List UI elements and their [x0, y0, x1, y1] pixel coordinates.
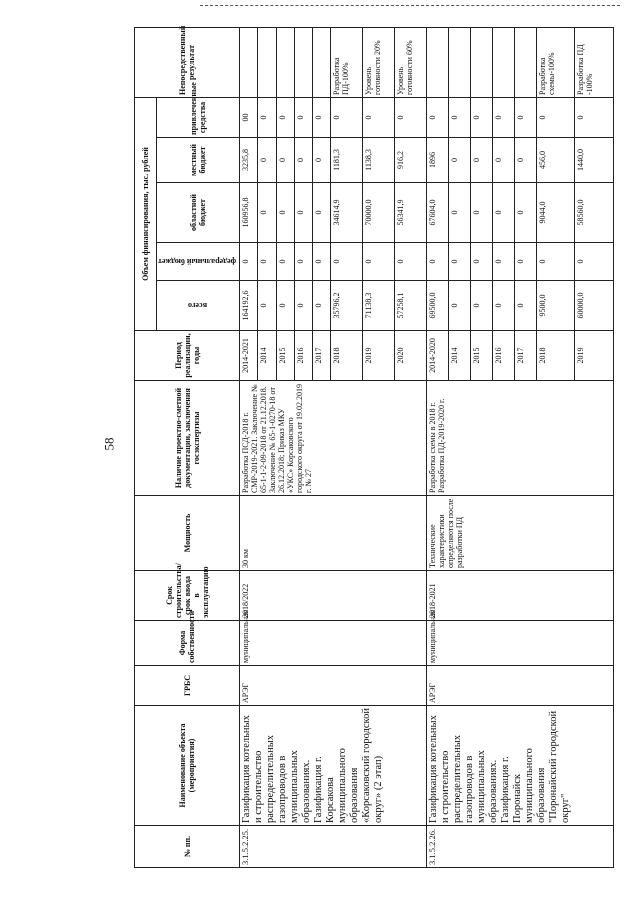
year-cell: 2017: [514, 331, 536, 381]
total-cell: 0: [258, 281, 276, 331]
local-cell: 1440,0: [575, 138, 614, 183]
federal-cell: 0: [312, 243, 330, 281]
table-row: [240, 28, 258, 868]
ownership-cell: муниципальная: [427, 621, 614, 666]
local-cell: 0: [470, 138, 492, 183]
total-cell: 164192,6: [240, 281, 258, 331]
capacity-cell: 30 км: [240, 496, 427, 571]
regional-cell: 0: [448, 183, 470, 243]
other-cell: 0: [363, 98, 395, 138]
year-cell: 2020: [395, 331, 427, 381]
federal-cell: 0: [395, 243, 427, 281]
total-cell: 0: [294, 281, 312, 331]
result-cell: [276, 28, 294, 98]
regional-cell: 0: [312, 183, 330, 243]
regional-cell: 0: [470, 183, 492, 243]
regional-cell: 58560,0: [575, 183, 614, 243]
object-name: Газификация котельных и строительство распределительных газопроводов в муниципальных образованиях. Газификация г. Корсакова муниципального образования «Корсаковский городской округ» (2 этап): [240, 706, 427, 826]
local-cell: 3235,8: [240, 138, 258, 183]
table-row: [427, 28, 449, 868]
result-cell: [240, 28, 258, 98]
grbs-cell: АРЭГ: [240, 666, 427, 706]
regional-cell: 67604,0: [427, 183, 449, 243]
term-cell: 2018/2022: [240, 571, 427, 621]
local-cell: 0: [294, 138, 312, 183]
header-num: № пп.: [135, 826, 240, 868]
other-cell: 0: [427, 98, 449, 138]
regional-cell: 9044,0: [536, 183, 574, 243]
federal-cell: 0: [575, 243, 614, 281]
header-ownership: Форма собственности: [135, 621, 240, 666]
year-cell: 2017: [312, 331, 330, 381]
regional-cell: 0: [294, 183, 312, 243]
total-cell: 60000,0: [575, 281, 614, 331]
header-capacity: Мощность: [135, 496, 240, 571]
header-local: местный бюджет: [157, 138, 240, 183]
other-cell: 0: [514, 98, 536, 138]
ownership-cell: муниципальная: [240, 621, 427, 666]
year-cell: 2014-2021: [240, 331, 258, 381]
other-cell: 00: [240, 98, 258, 138]
local-cell: 0: [276, 138, 294, 183]
federal-cell: 0: [258, 243, 276, 281]
header-total: всего: [157, 281, 240, 331]
result-cell: [514, 28, 536, 98]
result-cell: Разработка ПД -100%: [575, 28, 614, 98]
header-federal: федеральный бюджет: [157, 243, 240, 281]
year-cell: 2014: [448, 331, 470, 381]
total-cell: 0: [470, 281, 492, 331]
total-cell: 0: [448, 281, 470, 331]
local-cell: 0: [258, 138, 276, 183]
result-cell: [448, 28, 470, 98]
docs-cell: Разработка ПСД-2018 г. СМР-2019-2021. Заключение № 65-1-1-2-09-2018 от 21.12.2018. Заключение № 65-1-0270-18 от 26.12.2018; Приказ МКУ «УКС» Корсаковского городского округа от 19.02.2019 г. № 27: [240, 381, 427, 496]
federal-cell: 0: [294, 243, 312, 281]
other-cell: 0: [575, 98, 614, 138]
other-cell: 0: [536, 98, 574, 138]
year-cell: 2019: [575, 331, 614, 381]
year-cell: 2019: [363, 331, 395, 381]
local-cell: 0: [514, 138, 536, 183]
total-cell: 0: [312, 281, 330, 331]
capacity-cell: Технические характеристики определяются после разработки ПД: [427, 496, 614, 571]
header-grbs: ГРБС: [135, 666, 240, 706]
result-cell: [294, 28, 312, 98]
header-regional: областной бюджет: [157, 183, 240, 243]
header-other: привлеченные средства: [157, 98, 240, 138]
other-cell: 0: [331, 98, 363, 138]
year-cell: 2014-2020: [427, 331, 449, 381]
result-cell: Разработка схемы-100%: [536, 28, 574, 98]
local-cell: 0: [448, 138, 470, 183]
result-cell: [470, 28, 492, 98]
year-cell: 2015: [470, 331, 492, 381]
result-cell: Уровень готовности 20%: [363, 28, 395, 98]
term-cell: 2018-2021: [427, 571, 614, 621]
total-cell: 71138,3: [363, 281, 395, 331]
federal-cell: 0: [536, 243, 574, 281]
other-cell: 0: [492, 98, 514, 138]
year-cell: 2018: [331, 331, 363, 381]
federal-cell: 0: [331, 243, 363, 281]
federal-cell: 0: [427, 243, 449, 281]
regional-cell: 70000,0: [363, 183, 395, 243]
other-cell: 0: [448, 98, 470, 138]
result-cell: [312, 28, 330, 98]
header-docs: Наличие проектно-сметной документации, заключения госэкспертизы: [135, 381, 240, 496]
result-cell: [258, 28, 276, 98]
financing-table: [134, 27, 614, 868]
scan-edge-line: [200, 5, 620, 6]
header-name: Наименование объекта (мероприятия): [135, 706, 240, 826]
regional-cell: 56341,9: [395, 183, 427, 243]
header-funding-group: Объем финансирования, тыс. рублей: [135, 98, 157, 331]
header-term: Срок строительства/срок ввода в эксплуатацию: [135, 571, 240, 621]
federal-cell: 0: [276, 243, 294, 281]
local-cell: 916,2: [395, 138, 427, 183]
regional-cell: 0: [492, 183, 514, 243]
local-cell: 0: [312, 138, 330, 183]
other-cell: 0: [470, 98, 492, 138]
total-cell: 69500,0: [427, 281, 449, 331]
row-number: 3.1.5.2.26.: [427, 826, 614, 868]
row-number: 3.1.5.2.25.: [240, 826, 427, 868]
header-result: Непосредственный результат: [135, 28, 240, 98]
local-cell: 456,0: [536, 138, 574, 183]
total-cell: 57258,1: [395, 281, 427, 331]
rotated-table-container: [134, 25, 614, 868]
other-cell: 0: [395, 98, 427, 138]
other-cell: 0: [294, 98, 312, 138]
federal-cell: 0: [448, 243, 470, 281]
federal-cell: 0: [363, 243, 395, 281]
year-cell: 2016: [294, 331, 312, 381]
other-cell: 0: [276, 98, 294, 138]
regional-cell: 0: [276, 183, 294, 243]
other-cell: 0: [258, 98, 276, 138]
federal-cell: 0: [240, 243, 258, 281]
header-period: Период реализации, годы: [135, 331, 240, 381]
object-name: Газификация котельных и строительство распределительных газопроводов в муниципальных образованиях. Газификация г. Поронайск муниципального образования "Поронайский городской округ": [427, 706, 614, 826]
total-cell: 9500,0: [536, 281, 574, 331]
year-cell: 2016: [492, 331, 514, 381]
federal-cell: 0: [492, 243, 514, 281]
local-cell: 1138,3: [363, 138, 395, 183]
local-cell: 1181,3: [331, 138, 363, 183]
federal-cell: 0: [470, 243, 492, 281]
regional-cell: 0: [514, 183, 536, 243]
result-cell: [427, 28, 449, 98]
total-cell: 0: [276, 281, 294, 331]
local-cell: 1896: [427, 138, 449, 183]
result-cell: Разработка ПД-100%: [331, 28, 363, 98]
federal-cell: 0: [514, 243, 536, 281]
total-cell: 0: [492, 281, 514, 331]
docs-cell: Разработка схемы в 2018 г. Разработка ПД-2019-2020 г.: [427, 381, 614, 496]
year-cell: 2014: [258, 331, 276, 381]
local-cell: 0: [492, 138, 514, 183]
result-cell: [492, 28, 514, 98]
regional-cell: 34614,9: [331, 183, 363, 243]
regional-cell: 160956,8: [240, 183, 258, 243]
total-cell: 0: [514, 281, 536, 331]
regional-cell: 0: [258, 183, 276, 243]
other-cell: 0: [312, 98, 330, 138]
page-number: 58: [101, 437, 117, 451]
result-cell: Уровень готовности 60%: [395, 28, 427, 98]
grbs-cell: АРЭГ: [427, 666, 614, 706]
year-cell: 2015: [276, 331, 294, 381]
total-cell: 35796,2: [331, 281, 363, 331]
year-cell: 2018: [536, 331, 574, 381]
